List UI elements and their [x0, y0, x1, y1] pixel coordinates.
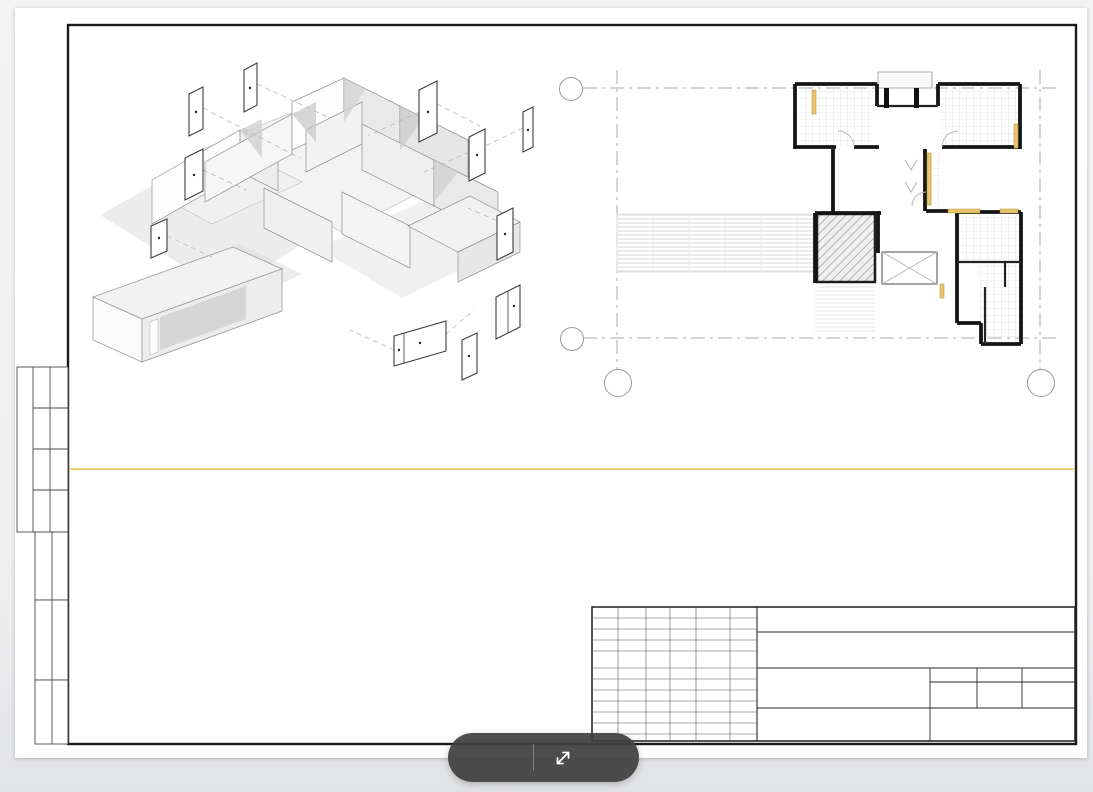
- axis-bubble-01: [604, 369, 632, 397]
- fullscreen-icon[interactable]: [553, 748, 573, 768]
- axis-bubble-x: [559, 77, 583, 101]
- plan-legend: [768, 377, 983, 382]
- notes-block: [85, 620, 560, 628]
- drawing-sheet: [15, 8, 1087, 758]
- page-indicator-pill: [448, 733, 639, 782]
- axis-bubble-a: [560, 327, 584, 351]
- axis-bubble-07: [1027, 369, 1055, 397]
- pill-divider: [533, 744, 534, 771]
